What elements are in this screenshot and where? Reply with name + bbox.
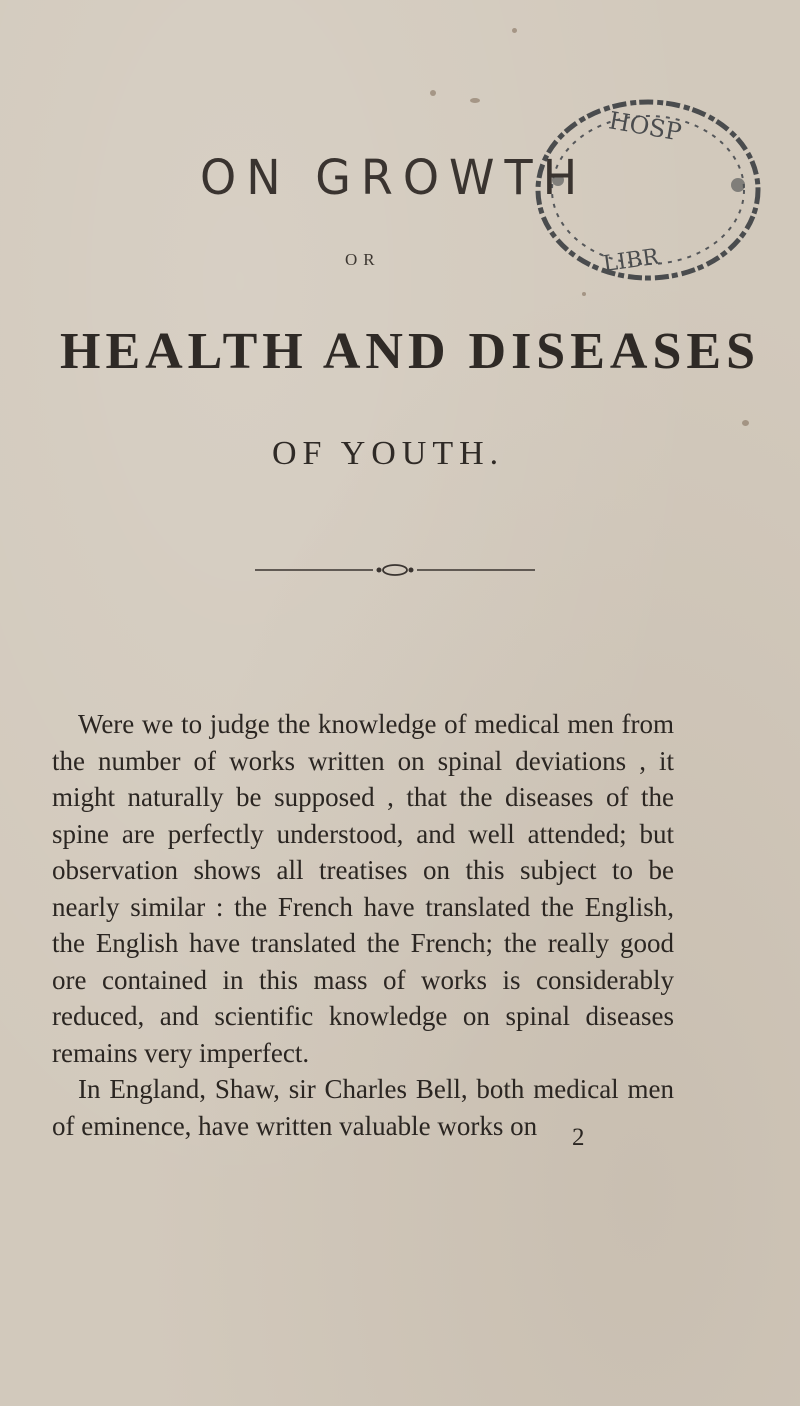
title-line-on-growth: ON GROWTH	[200, 148, 588, 206]
ornamental-divider	[255, 562, 535, 578]
paper-speck	[742, 420, 749, 426]
title-health-and-diseases: HEALTH AND DISEASES	[60, 323, 760, 380]
title-of-youth: OF YOUTH.	[272, 435, 505, 472]
paragraph: In England, Shaw, sir Charles Bell, both medical men of eminence, have written valuable works on	[52, 1074, 674, 1141]
paper-speck	[470, 98, 480, 103]
paper-speck	[512, 28, 517, 33]
page-number: 2	[572, 1124, 585, 1151]
svg-text:HOSP: HOSP	[606, 106, 684, 147]
paper-speck	[430, 90, 436, 96]
title-or: OR	[345, 250, 381, 269]
body-text	[52, 706, 674, 1144]
paper-speck	[582, 292, 586, 296]
paragraph: Were we to judge the knowledge of medical men from the number of works written on spinal deviations , it might naturally be supposed , that the diseases of the spine are perfectly understood, and well attended; but observation shows all treatises on this subject to be nearly similar : the French have translated the English, the English have translated the French; the really good ore contained in this mass of works is considerably reduced, and scientific knowledge on spinal diseases remains very imperfect.	[52, 709, 674, 1068]
svg-text:LIBR: LIBR	[601, 244, 661, 278]
